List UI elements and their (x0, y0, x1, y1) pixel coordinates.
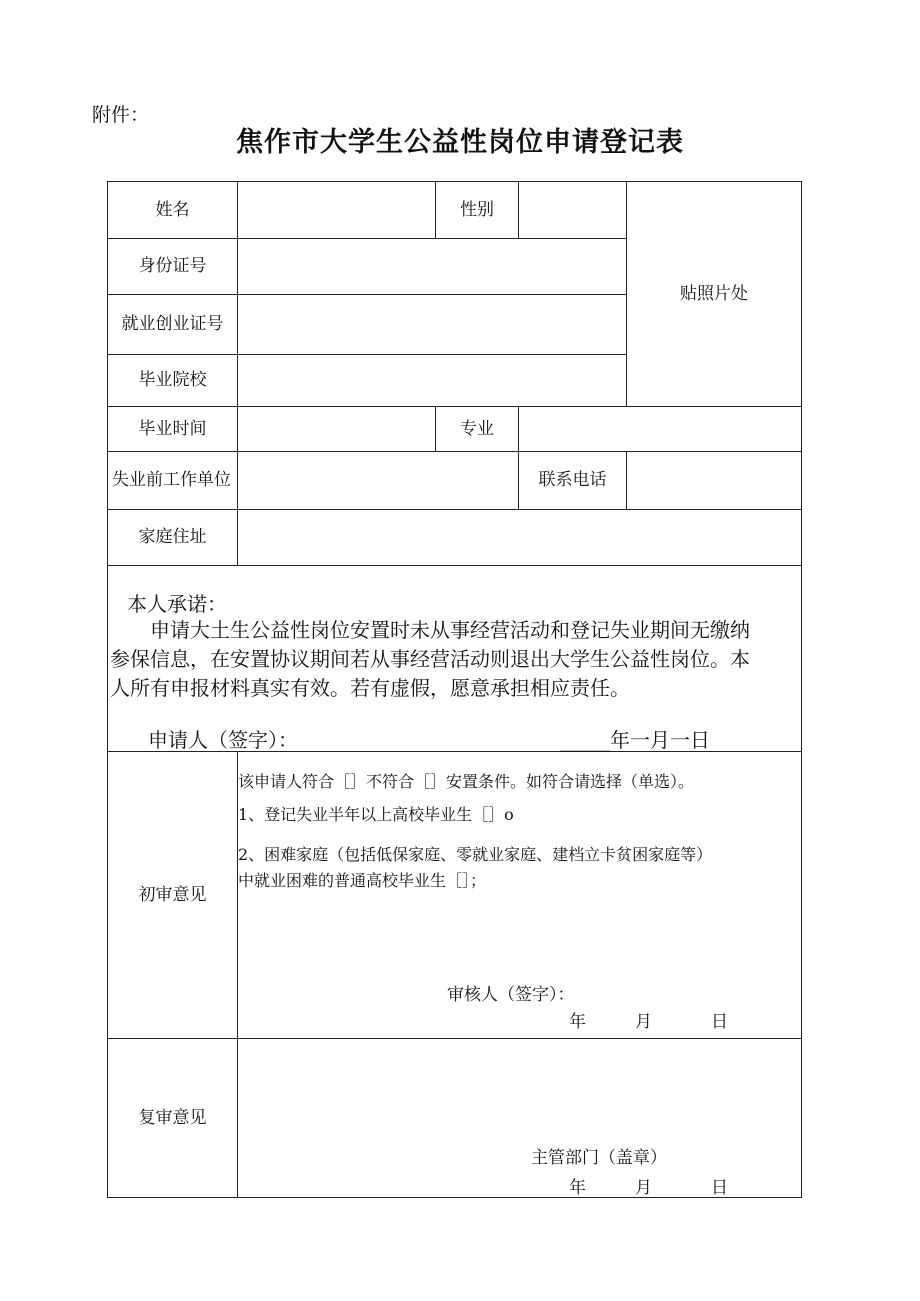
table-border-right (801, 181, 802, 1198)
name-field[interactable] (238, 182, 435, 238)
initial-review-line: 2、困难家庭（包括低保家庭、零就业家庭、建档立卡贫困家庭等） (238, 845, 713, 864)
department-seal-label: 主管部门（盖章） (531, 1148, 667, 1168)
reviewer-signature-label: 审核人（签字）： (447, 985, 575, 1005)
id-number-label: 身份证号 (138, 256, 207, 276)
initial-review-line: 1、登记失业半年以上高校毕业生［］o (238, 805, 514, 824)
gender-label: 性别 (460, 199, 494, 220)
contact-phone-field[interactable] (627, 452, 801, 509)
graduate-school-label: 毕业院校 (138, 370, 207, 390)
initial-review-year: 年 (569, 1012, 586, 1032)
promise-heading: 本人承诺： (127, 592, 227, 616)
major-field[interactable] (519, 407, 801, 451)
id-number-field[interactable] (238, 239, 626, 294)
photo-area[interactable]: 贴照片处 (680, 283, 748, 304)
promise-line: 参保信息，在安置协议期间若从事经营活动则退出大学生公益性岗位。本 (110, 647, 750, 671)
promise-text (110, 616, 800, 703)
employment-cert-label: 就业创业证号 (121, 314, 224, 334)
major-label: 专业 (460, 418, 494, 439)
initial-review-day: 日 (711, 1012, 728, 1032)
form-title: 焦作市大学生公益性岗位申请登记表 (236, 127, 684, 158)
re-review-year: 年 (569, 1178, 586, 1198)
prev-work-unit-label: 失业前工作单位 (112, 470, 231, 490)
home-address-label: 家庭住址 (138, 527, 207, 547)
row-divider (107, 565, 802, 566)
table-border-bottom (107, 1197, 802, 1198)
graduate-time-field[interactable] (238, 407, 435, 451)
graduate-school-field[interactable] (238, 355, 626, 406)
name-label: 姓名 (155, 199, 190, 220)
initial-review-line: 该申请人符合［］不符合［］安置条件。如符合请选择（单选）。 (238, 772, 695, 791)
applicant-date[interactable]: _____年一月一日 (560, 728, 710, 752)
employment-cert-field[interactable] (238, 295, 626, 354)
contact-phone-label: 联系电话 (538, 470, 607, 490)
promise-line: 人所有申报材料真实有效。若有虚假，愿意承担相应责任。 (110, 676, 630, 700)
initial-review-label: 初审意见 (138, 884, 207, 905)
prev-work-unit-field[interactable] (238, 452, 518, 509)
gender-field[interactable] (519, 182, 626, 238)
initial-review-month: 月 (635, 1012, 652, 1032)
home-address-field[interactable] (238, 510, 801, 565)
promise-line: 申请大土生公益性岗位安置时未从事经营活动和登记失业期间无缴纳 (150, 618, 750, 642)
attachment-label: 附件： (92, 104, 150, 126)
re-review-day: 日 (711, 1178, 728, 1198)
re-review-label: 复审意见 (138, 1107, 207, 1128)
graduate-time-label: 毕业时间 (138, 418, 207, 439)
applicant-signature-label: 申请人（签字）： (148, 728, 298, 752)
initial-review-line: 中就业困难的普通高校毕业生［］； (238, 871, 487, 890)
re-review-month: 月 (635, 1178, 652, 1198)
